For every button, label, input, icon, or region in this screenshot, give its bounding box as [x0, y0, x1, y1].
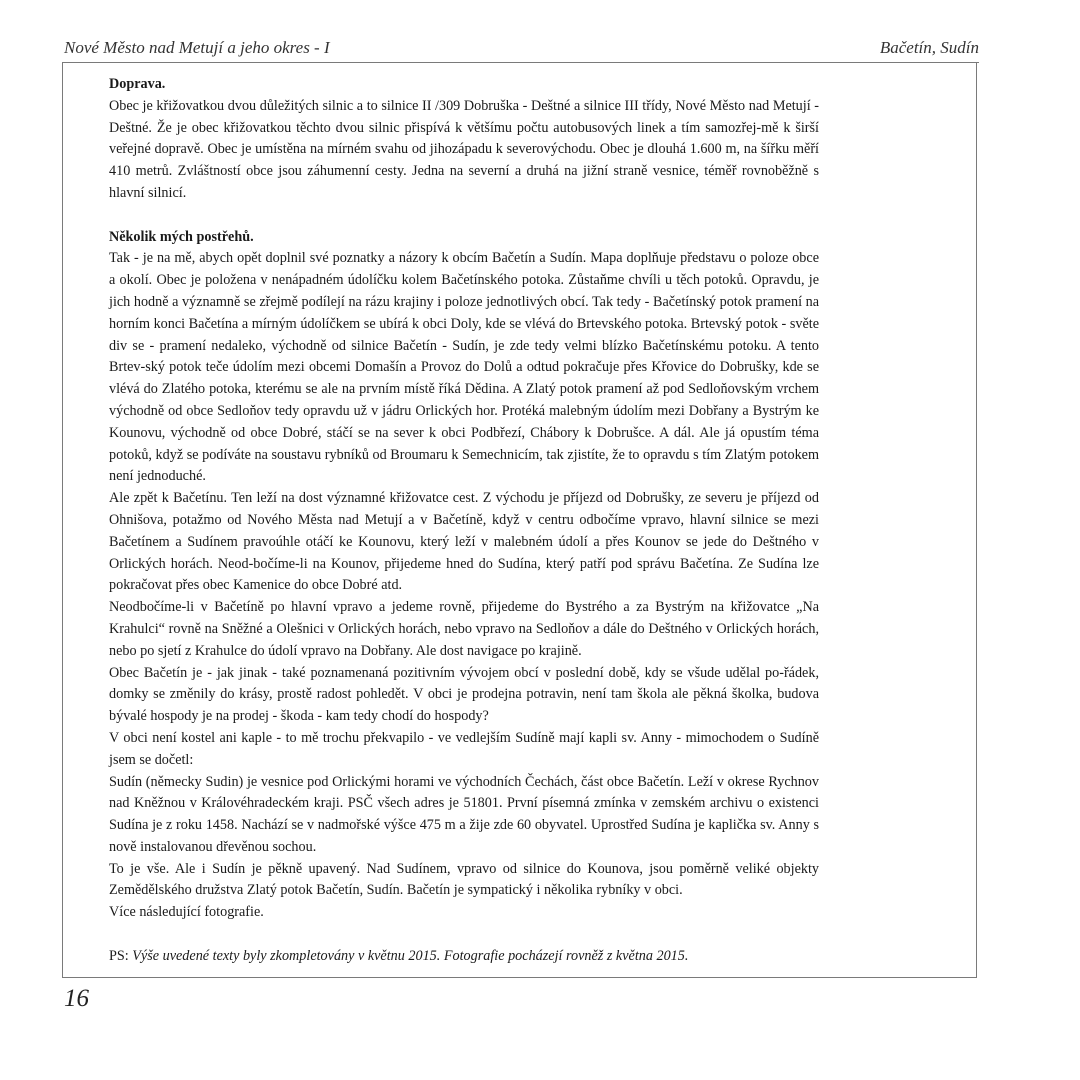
paragraph-postrehy-8: Více následující fotografie.	[109, 904, 264, 921]
running-header-title: Nové Město nad Metují a jeho okres - I	[64, 38, 330, 57]
section-heading-postrehy: Několik mých postřehů.	[109, 228, 254, 245]
paragraph-doprava-1: Obec je křižovatkou dvou důležitých silnic a to silnice II /309 Dobruška - Deštné a silnice III třídy, Nové Město nad Metují - Deštné. Že je obec křižovatkou těchto dvou silnic přispívá k většímu počtu autobusových linek a tím samozřej-mě k širší veřejné dopravě. Obec je umístěna na mírném svahu od jihozápadu k severovýchodu. Obec je dlouhá 1.600 m, na šířku měří 410 metrů. Zvláštností obce jsou záhumenní cesty. Jedna na severní a druhá na jižní straně vesnice, téměř rovnoběžně s hlavní silnicí.	[109, 97, 819, 201]
paragraph-postrehy-7: To je vše. Ale i Sudín je pěkně upavený. Nad Sudínem, vpravo od silnice do Kounova, jsou poměrně veliké objekty Zemědělského družstva Zlatý potok Bačetín, Sudín. Bačetín je sympatický i několika rybníky v obci.	[109, 860, 819, 899]
paragraph-postrehy-3: Neodbočíme-li v Bačetíně po hlavní vpravo a jedeme rovně, přijedeme do Bystrého a za Bystrým na křižovatce „Na Krahulci“ rovně na Sněžné a Olešnici v Orlických horách, nebo vpravo na Sedloňov a dále do Deštného v Orlických horách, nebo po sjetí z Krahulce do údolí vpravo na Dobřany. Ale dost navigace po krajině.	[109, 599, 819, 659]
paragraph-postrehy-6: Sudín (německy Sudin) je vesnice pod Orlickými horami ve východních Čechách, část obce Bačetín. Leží v okrese Rychnov nad Kněžnou v Královéhradeckém kraji. PSČ všech adres je 51801. První písemná zmínka v zemském archivu o existenci Sudína je z roku 1458. Nachází se v nadmořské výšce 475 m a žije zde 60 obyvatel. Uprostřed Sudína je kaplička sv. Anny s nově instalovanou dřevěnou sochou.	[109, 773, 819, 855]
paragraph-postrehy-5: V obci není kostel ani kaple - to mě trochu překvapilo - ve vedlejším Sudíně mají kapli sv. Anny - mimochodem o Sudíně jsem se dočetl:	[109, 729, 819, 768]
page-number: 16	[64, 985, 89, 1012]
section-gap	[109, 205, 819, 227]
paragraph-postrehy-1: Tak - je na mě, abych opět doplnil své poznatky a názory k obcím Bačetín a Sudín. Mapa doplňuje představu o poloze obce a okolí. Obec je položena v nenápadném údolíčku kolem Bačetínského potoka. Zůstaňme chvíli u těch potoků. Opravdu, je jich hodně a významně se zřejmě podílejí na rázu krajiny i poloze jednotlivých obcí. Tak tedy - Bačetínský potok pramení na horním konci Bačetína a mírným údolíčkem se ubírá k obci Doly, kde se vlévá do Brtevského potoka. Brtevský potok - světe div se - pramení nedaleko, východně od silnice Bačetín - Sudín, je zde tedy velmi blízko Bačetínskému potoku. A tento Brtev-ský potok teče údolím mezi obcemi Domašín a Provoz do Dolů a odtud pokračuje přes Křovice do Dobrušky, kde se vlévá do Zlatého potoka, kterému se ale na prvním místě říká Dědina. A Zlatý potok pramení až pod Sedloňovským vrchem východně od obce Sedloňov tedy opravdu už v jádru Orlických hor. Protéká malebným údolím mezi Dobřany a Bystrým ke Kounovu, východně od obce Dobré, stáčí se na sever k obci Podbřezí, Chábory k Dobrušce. A dál. Ale já opustím téma potoků, když se podíváte na soustavu rybníků od Broumaru k Semechnicím, tak zjistíte, že to opravdu s tím Zlatým potokem není jednoduché.	[109, 250, 819, 485]
running-header-section: Bačetín, Sudín	[879, 38, 979, 57]
paragraph-postrehy-2: Ale zpět k Bačetínu. Ten leží na dost významné křižovatce cest. Z východu je příjezd od Dobrušky, ze severu je příjezd od Ohnišova, potažmo od Nového Města nad Metují a v Bačetíně, když v centru odbočíme vpravo, hlavní silnice se mezi Bačetínem a Sudínem pravoúhle otáčí ke Kounovu, který leží v malebném údolí a přes Kounov se jede do Deštného v Orlických horách. Neod-bočíme-li na Kounov, přijedeme hned do Sudína, který patří pod správu Bačetína. Ze Sudína lze pokračovat přes obec Kamenice do obce Dobré atd.	[109, 490, 819, 594]
paragraph-postrehy-4: Obec Bačetín je - jak jinak - také poznamenaná pozitivním vývojem obcí v poslední době, kdy se všude udělal po-řádek, domky se změnily do krásy, prostě radost pohledět. V obci je prodejna potravin, není tam škola ale pěkná školka, budova bývalé hospody je na prodej - škoda - kam tedy chodí do hospody?	[109, 664, 819, 725]
footnote-label: PS:	[109, 948, 129, 964]
footnote-text: Výše uvedené texty byly zkompletovány v květnu 2015. Fotografie pocházejí rovněž z května 2015.	[132, 948, 689, 964]
main-text	[109, 74, 819, 924]
section-heading-doprava: Doprava.	[109, 76, 166, 92]
footnote	[109, 946, 869, 968]
